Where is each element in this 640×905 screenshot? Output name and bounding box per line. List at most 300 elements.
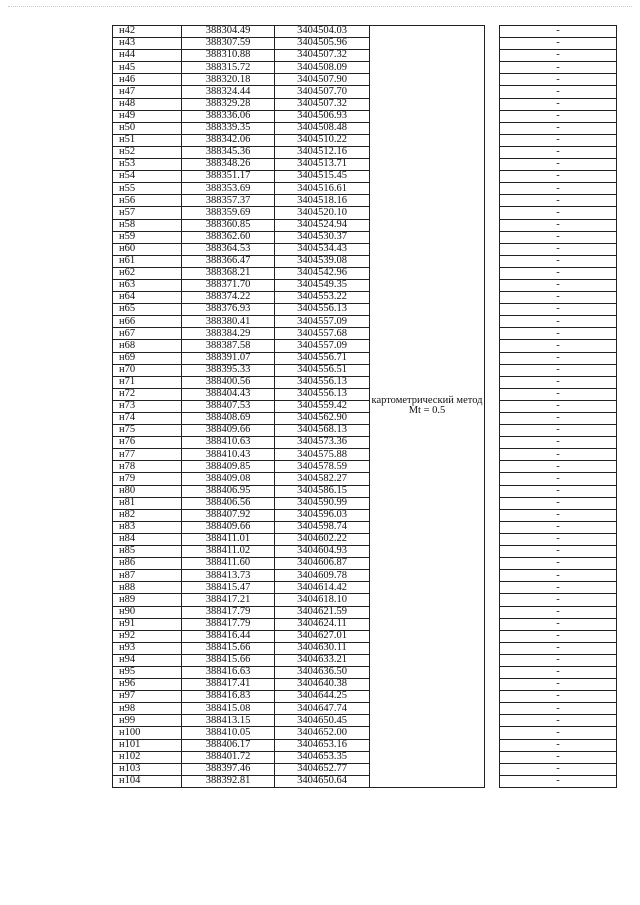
x-coordinate-cell: 388307.59 (182, 38, 275, 50)
y-coordinate-cell: 3404518.16 (275, 195, 370, 207)
table-row (113, 171, 617, 183)
point-name-cell: н59 (113, 231, 182, 243)
point-name-cell: н66 (113, 316, 182, 328)
x-coordinate-cell: 388359.69 (182, 207, 275, 219)
accuracy-cell: - (500, 497, 617, 509)
x-coordinate-cell: 388304.49 (182, 26, 275, 38)
table-row (113, 763, 617, 775)
point-name-cell: н96 (113, 679, 182, 691)
y-coordinate-cell: 3404636.50 (275, 666, 370, 678)
point-name-cell: н86 (113, 558, 182, 570)
y-coordinate-cell: 3404621.59 (275, 606, 370, 618)
table-row (113, 558, 617, 570)
accuracy-cell: - (500, 159, 617, 171)
accuracy-cell: - (500, 267, 617, 279)
accuracy-cell: - (500, 509, 617, 521)
coordinates-table-body (113, 26, 617, 788)
accuracy-cell: - (500, 110, 617, 122)
x-coordinate-cell: 388397.46 (182, 763, 275, 775)
accuracy-cell: - (500, 606, 617, 618)
x-coordinate-cell: 388407.92 (182, 509, 275, 521)
table-row (113, 122, 617, 134)
accuracy-cell: - (500, 74, 617, 86)
table-row (113, 388, 617, 400)
x-coordinate-cell: 388368.21 (182, 267, 275, 279)
x-coordinate-cell: 388392.81 (182, 775, 275, 787)
table-row (113, 195, 617, 207)
x-coordinate-cell: 388364.53 (182, 243, 275, 255)
y-coordinate-cell: 3404557.09 (275, 340, 370, 352)
point-name-cell: н95 (113, 666, 182, 678)
y-coordinate-cell: 3404596.03 (275, 509, 370, 521)
table-row (113, 267, 617, 279)
y-coordinate-cell: 3404506.93 (275, 110, 370, 122)
table-row (113, 775, 617, 787)
accuracy-cell: - (500, 292, 617, 304)
accuracy-cell: - (500, 666, 617, 678)
point-name-cell: н73 (113, 400, 182, 412)
table-row (113, 691, 617, 703)
point-name-cell: н42 (113, 26, 182, 38)
table-row (113, 582, 617, 594)
x-coordinate-cell: 388351.17 (182, 171, 275, 183)
table-row (113, 292, 617, 304)
point-name-cell: н67 (113, 328, 182, 340)
accuracy-cell: - (500, 630, 617, 642)
point-name-cell: н56 (113, 195, 182, 207)
table-row (113, 62, 617, 74)
point-name-cell: н84 (113, 533, 182, 545)
point-name-cell: н74 (113, 413, 182, 425)
table-row (113, 739, 617, 751)
gap-cell (485, 26, 500, 788)
accuracy-cell: - (500, 304, 617, 316)
table-row (113, 98, 617, 110)
x-coordinate-cell: 388416.83 (182, 691, 275, 703)
accuracy-cell: - (500, 86, 617, 98)
x-coordinate-cell: 388345.36 (182, 146, 275, 158)
x-coordinate-cell: 388315.72 (182, 62, 275, 74)
x-coordinate-cell: 388413.15 (182, 715, 275, 727)
x-coordinate-cell: 388336.06 (182, 110, 275, 122)
y-coordinate-cell: 3404515.45 (275, 171, 370, 183)
method-cell: картометрический метод Mt = 0.5 (370, 26, 485, 788)
table-row (113, 437, 617, 449)
table-row (113, 316, 617, 328)
accuracy-cell: - (500, 376, 617, 388)
x-coordinate-cell: 388348.26 (182, 159, 275, 171)
point-name-cell: н55 (113, 183, 182, 195)
point-name-cell: н104 (113, 775, 182, 787)
point-name-cell: н83 (113, 521, 182, 533)
accuracy-cell: - (500, 473, 617, 485)
y-coordinate-cell: 3404512.16 (275, 146, 370, 158)
accuracy-cell: - (500, 38, 617, 50)
accuracy-cell: - (500, 98, 617, 110)
y-coordinate-cell: 3404624.11 (275, 618, 370, 630)
accuracy-cell: - (500, 62, 617, 74)
y-coordinate-cell: 3404586.15 (275, 485, 370, 497)
table-row (113, 304, 617, 316)
point-name-cell: н50 (113, 122, 182, 134)
x-coordinate-cell: 388417.79 (182, 606, 275, 618)
table-row (113, 376, 617, 388)
y-coordinate-cell: 3404508.09 (275, 62, 370, 74)
point-name-cell: н89 (113, 594, 182, 606)
y-coordinate-cell: 3404557.09 (275, 316, 370, 328)
table-row (113, 219, 617, 231)
y-coordinate-cell: 3404557.68 (275, 328, 370, 340)
x-coordinate-cell: 388324.44 (182, 86, 275, 98)
table-row (113, 679, 617, 691)
y-coordinate-cell: 3404507.32 (275, 98, 370, 110)
y-coordinate-cell: 3404556.71 (275, 352, 370, 364)
accuracy-cell: - (500, 279, 617, 291)
accuracy-cell: - (500, 703, 617, 715)
y-coordinate-cell: 3404650.45 (275, 715, 370, 727)
table-row (113, 340, 617, 352)
point-name-cell: н44 (113, 50, 182, 62)
y-coordinate-cell: 3404627.01 (275, 630, 370, 642)
x-coordinate-cell: 388339.35 (182, 122, 275, 134)
point-name-cell: н79 (113, 473, 182, 485)
table-row (113, 134, 617, 146)
y-coordinate-cell: 3404504.03 (275, 26, 370, 38)
y-coordinate-cell: 3404598.74 (275, 521, 370, 533)
y-coordinate-cell: 3404559.42 (275, 400, 370, 412)
y-coordinate-cell: 3404609.78 (275, 570, 370, 582)
table-row (113, 400, 617, 412)
accuracy-cell: - (500, 449, 617, 461)
x-coordinate-cell: 388409.08 (182, 473, 275, 485)
point-name-cell: н98 (113, 703, 182, 715)
scan-artifact-line (8, 6, 632, 11)
point-name-cell: н53 (113, 159, 182, 171)
y-coordinate-cell: 3404582.27 (275, 473, 370, 485)
table-row (113, 497, 617, 509)
point-name-cell: н46 (113, 74, 182, 86)
point-name-cell: н49 (113, 110, 182, 122)
table-row (113, 606, 617, 618)
point-name-cell: н90 (113, 606, 182, 618)
table-row (113, 485, 617, 497)
point-name-cell: н63 (113, 279, 182, 291)
accuracy-cell: - (500, 727, 617, 739)
x-coordinate-cell: 388410.43 (182, 449, 275, 461)
x-coordinate-cell: 388409.66 (182, 521, 275, 533)
y-coordinate-cell: 3404606.87 (275, 558, 370, 570)
point-name-cell: н87 (113, 570, 182, 582)
table-row (113, 618, 617, 630)
point-name-cell: н92 (113, 630, 182, 642)
accuracy-cell: - (500, 715, 617, 727)
y-coordinate-cell: 3404590.99 (275, 497, 370, 509)
x-coordinate-cell: 388410.63 (182, 437, 275, 449)
y-coordinate-cell: 3404640.38 (275, 679, 370, 691)
y-coordinate-cell: 3404653.16 (275, 739, 370, 751)
x-coordinate-cell: 388411.60 (182, 558, 275, 570)
accuracy-cell: - (500, 679, 617, 691)
y-coordinate-cell: 3404539.08 (275, 255, 370, 267)
accuracy-cell: - (500, 207, 617, 219)
accuracy-cell: - (500, 775, 617, 787)
x-coordinate-cell: 388366.47 (182, 255, 275, 267)
x-coordinate-cell: 388380.41 (182, 316, 275, 328)
accuracy-cell: - (500, 195, 617, 207)
x-coordinate-cell: 388415.66 (182, 654, 275, 666)
y-coordinate-cell: 3404556.13 (275, 376, 370, 388)
table-row (113, 74, 617, 86)
x-coordinate-cell: 388342.06 (182, 134, 275, 146)
x-coordinate-cell: 388400.56 (182, 376, 275, 388)
point-name-cell: н72 (113, 388, 182, 400)
x-coordinate-cell: 388395.33 (182, 364, 275, 376)
y-coordinate-cell: 3404652.00 (275, 727, 370, 739)
accuracy-cell: - (500, 763, 617, 775)
accuracy-cell: - (500, 437, 617, 449)
y-coordinate-cell: 3404653.35 (275, 751, 370, 763)
table-row (113, 364, 617, 376)
accuracy-cell: - (500, 751, 617, 763)
point-name-cell: н94 (113, 654, 182, 666)
y-coordinate-cell: 3404575.88 (275, 449, 370, 461)
table-row (113, 521, 617, 533)
accuracy-cell: - (500, 364, 617, 376)
accuracy-cell: - (500, 171, 617, 183)
y-coordinate-cell: 3404507.70 (275, 86, 370, 98)
point-name-cell: н77 (113, 449, 182, 461)
x-coordinate-cell: 388408.69 (182, 413, 275, 425)
x-coordinate-cell: 388406.17 (182, 739, 275, 751)
x-coordinate-cell: 388417.79 (182, 618, 275, 630)
y-coordinate-cell: 3404556.13 (275, 388, 370, 400)
accuracy-cell: - (500, 316, 617, 328)
x-coordinate-cell: 388415.66 (182, 642, 275, 654)
table-row (113, 110, 617, 122)
x-coordinate-cell: 388360.85 (182, 219, 275, 231)
accuracy-cell: - (500, 413, 617, 425)
y-coordinate-cell: 3404505.96 (275, 38, 370, 50)
point-name-cell: н97 (113, 691, 182, 703)
y-coordinate-cell: 3404652.77 (275, 763, 370, 775)
y-coordinate-cell: 3404516.61 (275, 183, 370, 195)
accuracy-cell: - (500, 243, 617, 255)
point-name-cell: н82 (113, 509, 182, 521)
accuracy-cell: - (500, 255, 617, 267)
y-coordinate-cell: 3404524.94 (275, 219, 370, 231)
table-row (113, 425, 617, 437)
x-coordinate-cell: 388410.05 (182, 727, 275, 739)
accuracy-cell: - (500, 642, 617, 654)
y-coordinate-cell: 3404630.11 (275, 642, 370, 654)
x-coordinate-cell: 388320.18 (182, 74, 275, 86)
point-name-cell: н64 (113, 292, 182, 304)
y-coordinate-cell: 3404614.42 (275, 582, 370, 594)
table-row (113, 255, 617, 267)
x-coordinate-cell: 388353.69 (182, 183, 275, 195)
point-name-cell: н52 (113, 146, 182, 158)
accuracy-cell: - (500, 328, 617, 340)
table-row (113, 642, 617, 654)
y-coordinate-cell: 3404542.96 (275, 267, 370, 279)
x-coordinate-cell: 388415.47 (182, 582, 275, 594)
table-row (113, 654, 617, 666)
point-name-cell: н81 (113, 497, 182, 509)
x-coordinate-cell: 388411.01 (182, 533, 275, 545)
accuracy-cell: - (500, 594, 617, 606)
x-coordinate-cell: 388416.63 (182, 666, 275, 678)
table-row (113, 328, 617, 340)
table-row (113, 352, 617, 364)
point-name-cell: н60 (113, 243, 182, 255)
point-name-cell: н102 (113, 751, 182, 763)
y-coordinate-cell: 3404513.71 (275, 159, 370, 171)
point-name-cell: н88 (113, 582, 182, 594)
table-row (113, 533, 617, 545)
x-coordinate-cell: 388411.02 (182, 546, 275, 558)
point-name-cell: н70 (113, 364, 182, 376)
table-row (113, 38, 617, 50)
table-row (113, 413, 617, 425)
y-coordinate-cell: 3404644.25 (275, 691, 370, 703)
x-coordinate-cell: 388417.41 (182, 679, 275, 691)
x-coordinate-cell: 388404.43 (182, 388, 275, 400)
table-row (113, 207, 617, 219)
y-coordinate-cell: 3404508.48 (275, 122, 370, 134)
point-name-cell: н65 (113, 304, 182, 316)
y-coordinate-cell: 3404604.93 (275, 546, 370, 558)
table-row (113, 594, 617, 606)
x-coordinate-cell: 388415.08 (182, 703, 275, 715)
x-coordinate-cell: 388409.66 (182, 425, 275, 437)
y-coordinate-cell: 3404507.32 (275, 50, 370, 62)
x-coordinate-cell: 388417.21 (182, 594, 275, 606)
y-coordinate-cell: 3404553.22 (275, 292, 370, 304)
table-row (113, 703, 617, 715)
accuracy-cell: - (500, 50, 617, 62)
point-name-cell: н103 (113, 763, 182, 775)
y-coordinate-cell: 3404556.51 (275, 364, 370, 376)
point-name-cell: н91 (113, 618, 182, 630)
x-coordinate-cell: 388391.07 (182, 352, 275, 364)
accuracy-cell: - (500, 400, 617, 412)
y-coordinate-cell: 3404510.22 (275, 134, 370, 146)
table-row (113, 146, 617, 158)
point-name-cell: н75 (113, 425, 182, 437)
y-coordinate-cell: 3404650.64 (275, 775, 370, 787)
table-row (113, 473, 617, 485)
x-coordinate-cell: 388406.56 (182, 497, 275, 509)
accuracy-cell: - (500, 183, 617, 195)
x-coordinate-cell: 388329.28 (182, 98, 275, 110)
point-name-cell: н51 (113, 134, 182, 146)
y-coordinate-cell: 3404507.90 (275, 74, 370, 86)
table-row (113, 279, 617, 291)
accuracy-cell: - (500, 582, 617, 594)
table-row (113, 715, 617, 727)
accuracy-cell: - (500, 691, 617, 703)
y-coordinate-cell: 3404562.90 (275, 413, 370, 425)
accuracy-cell: - (500, 461, 617, 473)
accuracy-cell: - (500, 26, 617, 38)
point-name-cell: н61 (113, 255, 182, 267)
accuracy-cell: - (500, 739, 617, 751)
table-row (113, 570, 617, 582)
x-coordinate-cell: 388310.88 (182, 50, 275, 62)
x-coordinate-cell: 388362.60 (182, 231, 275, 243)
point-name-cell: н54 (113, 171, 182, 183)
table-row (113, 461, 617, 473)
y-coordinate-cell: 3404556.13 (275, 304, 370, 316)
accuracy-cell: - (500, 533, 617, 545)
table-row (113, 546, 617, 558)
y-coordinate-cell: 3404618.10 (275, 594, 370, 606)
y-coordinate-cell: 3404647.74 (275, 703, 370, 715)
point-name-cell: н85 (113, 546, 182, 558)
point-name-cell: н101 (113, 739, 182, 751)
x-coordinate-cell: 388401.72 (182, 751, 275, 763)
table-row (113, 630, 617, 642)
accuracy-cell: - (500, 546, 617, 558)
x-coordinate-cell: 388357.37 (182, 195, 275, 207)
y-coordinate-cell: 3404530.37 (275, 231, 370, 243)
table-row (113, 86, 617, 98)
point-name-cell: н58 (113, 219, 182, 231)
y-coordinate-cell: 3404534.43 (275, 243, 370, 255)
point-name-cell: н69 (113, 352, 182, 364)
accuracy-cell: - (500, 352, 617, 364)
point-name-cell: н80 (113, 485, 182, 497)
x-coordinate-cell: 388374.22 (182, 292, 275, 304)
point-name-cell: н43 (113, 38, 182, 50)
point-name-cell: н47 (113, 86, 182, 98)
x-coordinate-cell: 388409.85 (182, 461, 275, 473)
point-name-cell: н62 (113, 267, 182, 279)
y-coordinate-cell: 3404633.21 (275, 654, 370, 666)
x-coordinate-cell: 388371.70 (182, 279, 275, 291)
table-row (113, 666, 617, 678)
point-name-cell: н57 (113, 207, 182, 219)
x-coordinate-cell: 388407.53 (182, 400, 275, 412)
point-name-cell: н45 (113, 62, 182, 74)
x-coordinate-cell: 388376.93 (182, 304, 275, 316)
point-name-cell: н78 (113, 461, 182, 473)
coordinates-table (112, 25, 617, 788)
point-name-cell: н68 (113, 340, 182, 352)
x-coordinate-cell: 388387.58 (182, 340, 275, 352)
accuracy-cell: - (500, 618, 617, 630)
y-coordinate-cell: 3404568.13 (275, 425, 370, 437)
table-row (113, 243, 617, 255)
accuracy-cell: - (500, 558, 617, 570)
point-name-cell: н99 (113, 715, 182, 727)
table-row (113, 183, 617, 195)
point-name-cell: н71 (113, 376, 182, 388)
y-coordinate-cell: 3404520.10 (275, 207, 370, 219)
accuracy-cell: - (500, 122, 617, 134)
table-row (113, 50, 617, 62)
accuracy-cell: - (500, 219, 617, 231)
accuracy-cell: - (500, 388, 617, 400)
accuracy-cell: - (500, 485, 617, 497)
table-row (113, 449, 617, 461)
x-coordinate-cell: 388384.29 (182, 328, 275, 340)
y-coordinate-cell: 3404549.35 (275, 279, 370, 291)
point-name-cell: н76 (113, 437, 182, 449)
y-coordinate-cell: 3404578.59 (275, 461, 370, 473)
x-coordinate-cell: 388406.95 (182, 485, 275, 497)
accuracy-cell: - (500, 425, 617, 437)
